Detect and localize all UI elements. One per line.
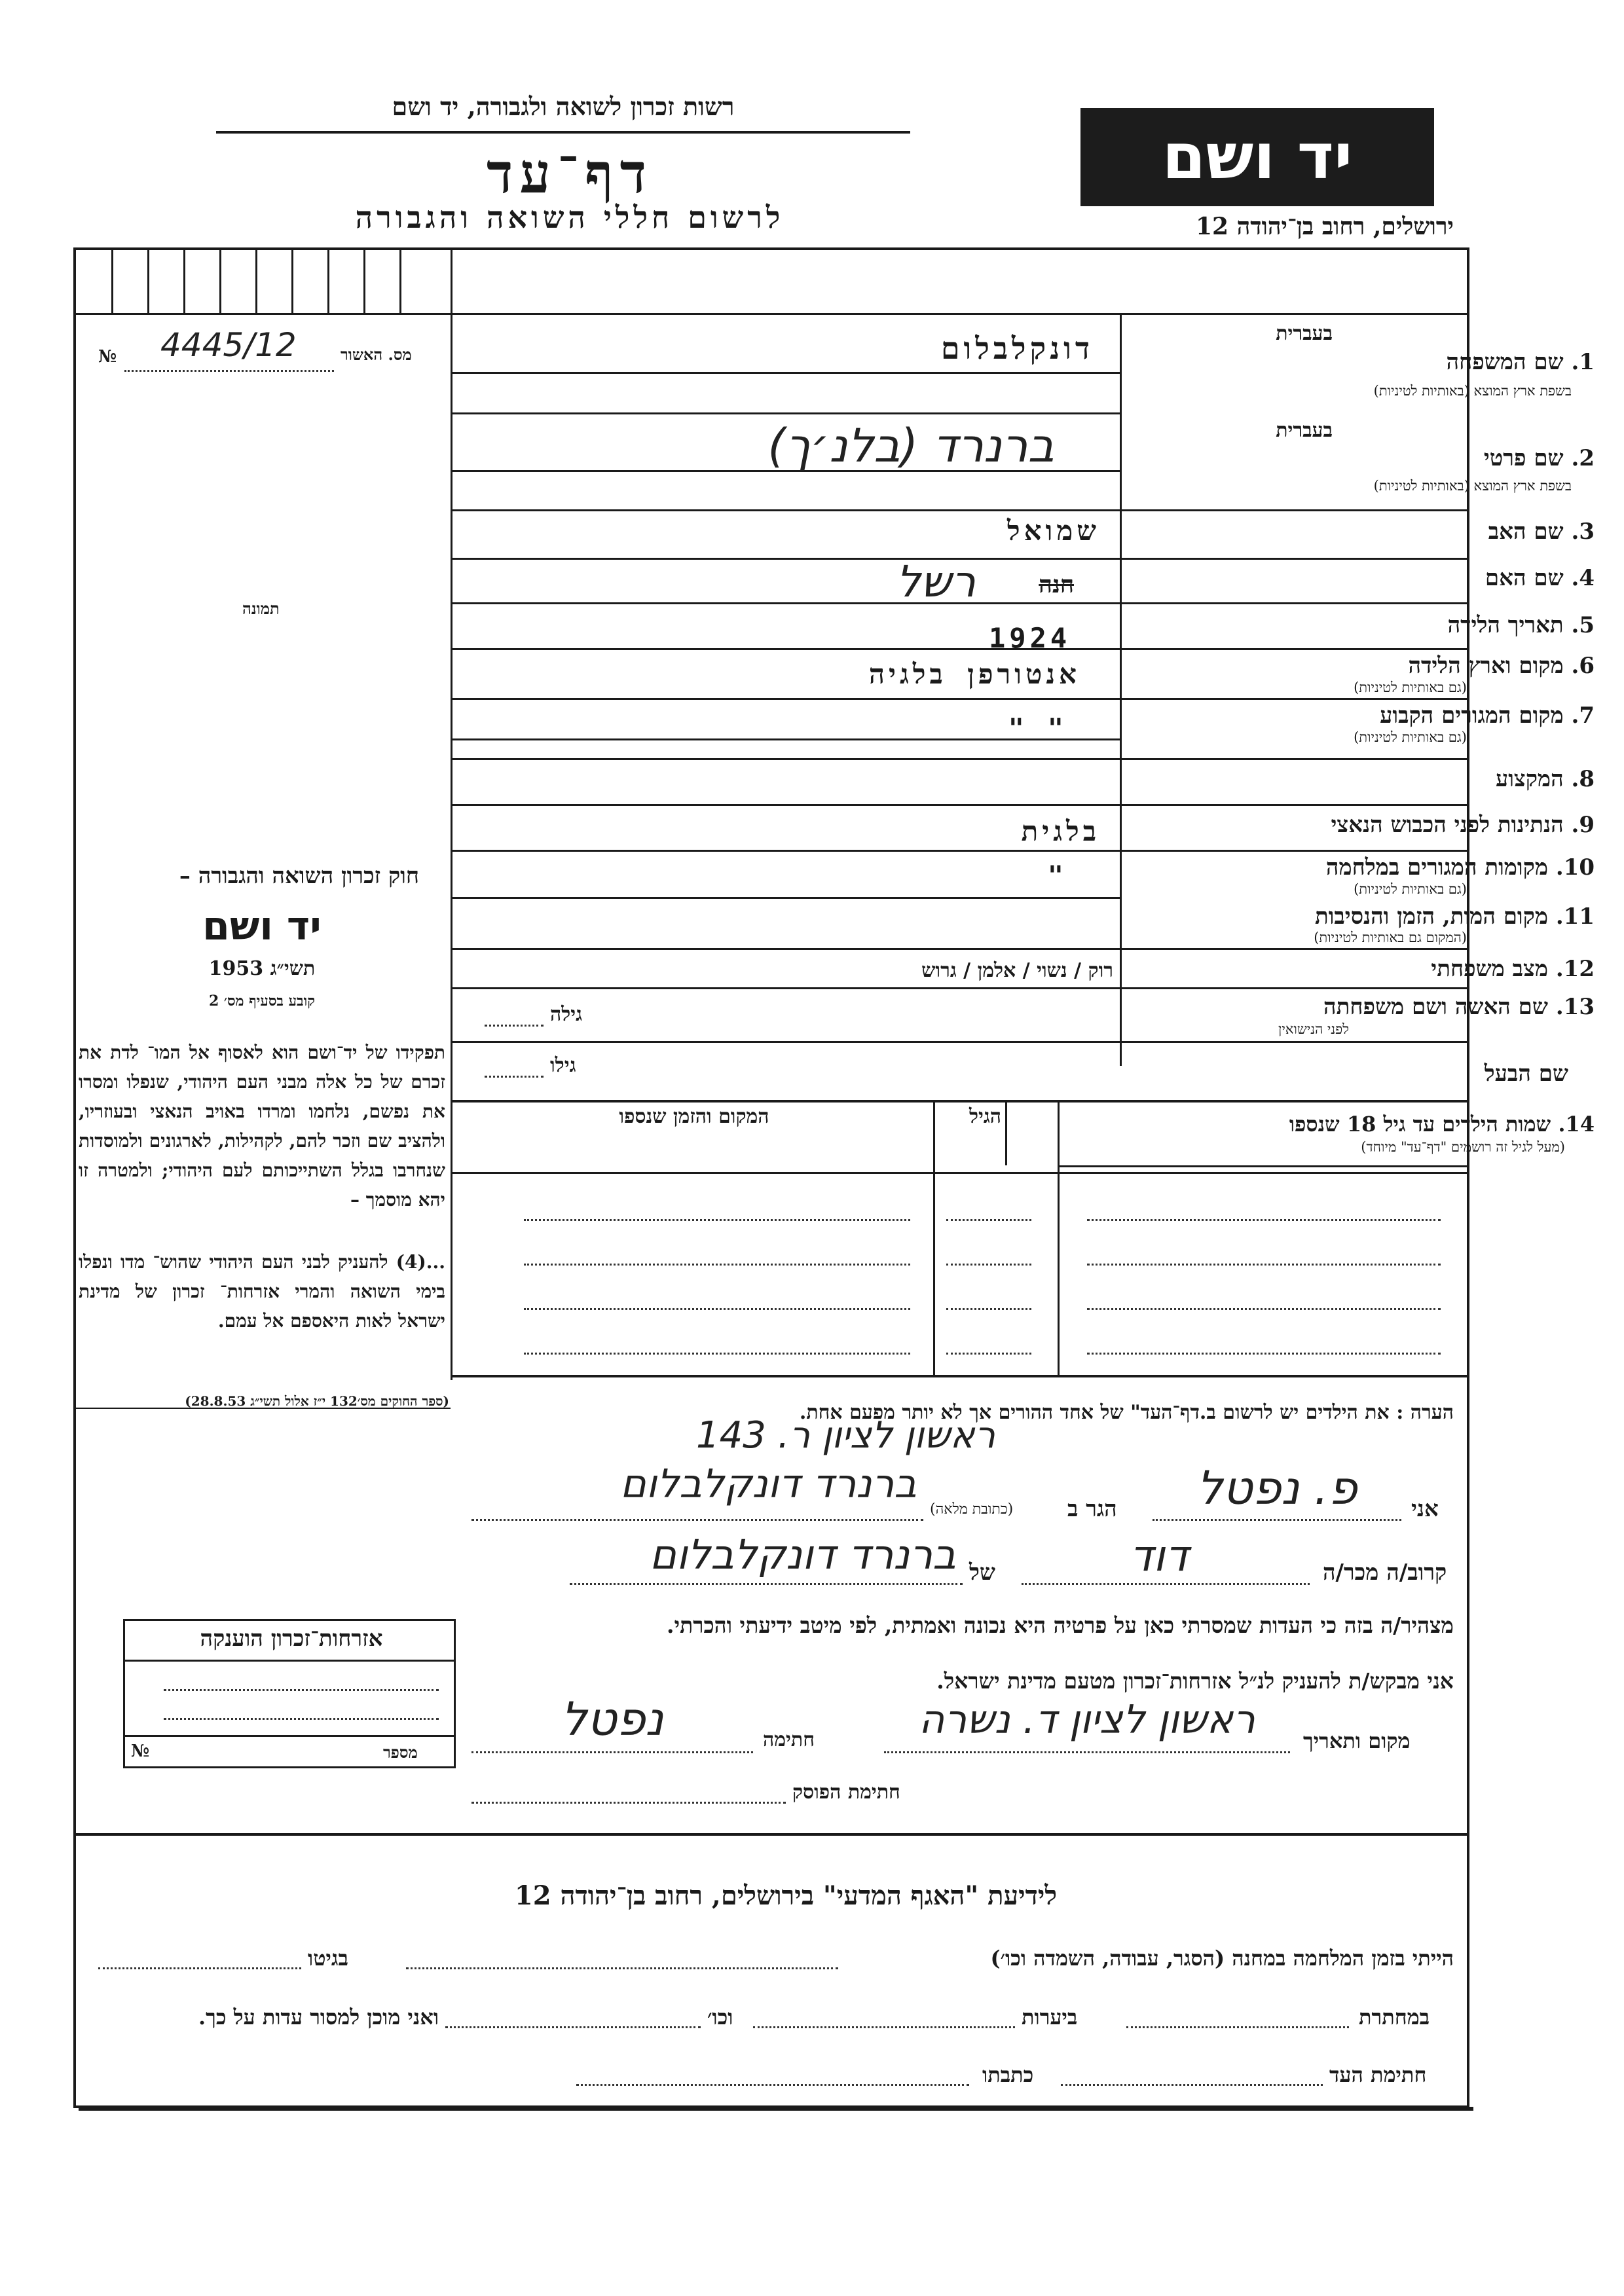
bottom-address: כתבתו <box>982 2062 1034 2087</box>
field1-lang: בעברית <box>1276 322 1333 345</box>
form-frame-shadow <box>79 2107 1473 2111</box>
bottom-willing: ואני מוכן למסור עדות על כך. <box>198 2005 439 2030</box>
field13-sub: לפני הנישואין <box>1278 1021 1349 1037</box>
family-name-value: דונקלבלום <box>940 331 1094 366</box>
field12-label: 12. מצב משפחתי <box>1431 956 1595 982</box>
field13-label: 13. שם האשה ושם משפחתה <box>1323 994 1595 1020</box>
field8-label: 8. המקצוע <box>1495 766 1595 792</box>
officer-signature-label: חתימת הפוסק <box>792 1781 900 1804</box>
signature-label: חתימה <box>763 1728 815 1751</box>
photo-label: תמונה <box>242 599 280 618</box>
header-rule <box>216 131 910 134</box>
gar-label: הגר ב <box>1067 1496 1117 1522</box>
statement: מצהיר/ה בזה כי העדות שמסרתי כאן על פרטיה היא נכונה ואמתית, לפי מיטב ידיעתי והכרתי. <box>667 1613 1454 1638</box>
birth-date-value: 1924 <box>989 622 1071 654</box>
page-subtitle: לרשום חללי השואה והגבורה <box>355 200 784 235</box>
place-date-label: מקום ותאריך <box>1303 1728 1411 1753</box>
field4-label: 4. שם האם <box>1485 565 1595 591</box>
field6-label: 6. מקום וארץ הלידה <box>1408 653 1595 679</box>
shel-label: של <box>969 1559 995 1586</box>
relation-hw: דוד <box>1129 1531 1189 1581</box>
field2-sub: בשפת ארץ המוצא (באותיות לטיניות) <box>1373 478 1572 494</box>
field11-sub: (המקום גם באותיות לטיניות) <box>1314 930 1467 945</box>
declarant-name-hw: פ. נפטל <box>1196 1461 1357 1515</box>
citizenship-number-label: מספר <box>383 1743 418 1762</box>
law-clause: קובע בסעיף מס׳ 2 <box>208 993 316 1010</box>
first-name-value: ברנרד (בלנ׳ך) <box>767 419 1054 473</box>
children-sub: (מעל לגיל זה רושמים "דף־עד" מיוחד) <box>1361 1139 1565 1155</box>
logo-text: יד ושם <box>1162 120 1353 193</box>
declarant-address-hw: ראשון לציון ר. 143 <box>695 1414 995 1457</box>
approval-number: 4445/12 <box>160 326 297 364</box>
residence-value: " " <box>1008 714 1067 744</box>
field10-sub: (גם באותיות לטיניות) <box>1354 881 1467 897</box>
nationality-value: בלגית <box>1021 815 1100 847</box>
husband-label: שם הבעל <box>1484 1061 1568 1087</box>
bottom-witness-signature: חתימת העד <box>1329 2062 1427 2087</box>
marital-status-value: רוק / נשוי / אלמן / גרוש <box>921 959 1113 982</box>
page-title: דף־עד <box>486 141 653 206</box>
mother-name-struck: חנה <box>1039 571 1074 598</box>
signature-hw: נפטל <box>561 1692 664 1746</box>
law-source: (ספר החוקים מס׳132 י״ז אלול תשי״ג 28.8.53) <box>185 1393 449 1409</box>
bottom-underground: במחתרת <box>1359 2005 1430 2030</box>
yad-vashem-logo <box>1080 108 1434 206</box>
law-name: יד ושם <box>202 903 322 949</box>
place-date-hw: ראשון לציון ד. נשרה <box>919 1697 1255 1743</box>
field2-label: 2. שם פרטי <box>1483 445 1595 471</box>
birth-place-value: אנטורפן בלגיה <box>868 658 1080 690</box>
ani-label: אני <box>1411 1496 1439 1522</box>
field5-label: 5. תאריך הלידה <box>1447 612 1595 638</box>
citizenship-box-title: אזרחות־זכרון הוענקה <box>200 1626 383 1652</box>
request: אני מבקש/ת להעניק לנ״ל אזרחות־זכרון מטעם מדינת ישראל. <box>936 1668 1454 1694</box>
husband-age-label: גילו <box>550 1054 576 1077</box>
full-address-label: (כתובת מלאה) <box>930 1501 1014 1518</box>
relative-label: קרוב/ה מכר/ה <box>1323 1559 1447 1586</box>
children-col-age: הגיל <box>969 1105 1002 1128</box>
field3-label: 3. שם האב <box>1488 519 1595 545</box>
bottom-ghetto: בגיטו <box>308 1946 348 1971</box>
wife-age-label: גילה <box>550 1003 583 1026</box>
children-label: 14. שמות הילדים עד גיל 18 שנספו <box>1289 1112 1595 1137</box>
mother-name-value: רשל <box>896 556 976 607</box>
law-paragraph-1: תפקידו של יד־ושם הוא לאסוף אל המו־ לדת את זכרם של כל אלה מבני העם היהודי, שנפלו ומסרו את נפשם, נלחמו ומרדו באויב הנאצי ובעוזריו, ולהציב שם וזכר להם, לקהילות, לארגונים ולמוסדות שנחרבו בגלל השתייכותם לעם היהודי; ולמטרה זו יהא מוסמך – <box>79 1042 445 1211</box>
bottom-camp: הייתי בזמן המלחמה במחנה (הסגר, עבודה, השמדה וכו׳) <box>990 1946 1454 1971</box>
field10-label: 10. מקומות המגורים במלחמה <box>1325 854 1595 881</box>
law-title: חוק זכרון השואה והגבורה – <box>179 863 419 889</box>
field11-label: 11. מקום המות, הזמן והנסיבות <box>1314 903 1595 930</box>
bottom-title: לידיעת "האגף המדעי" בירושלים, רחוב בן־יהודה 12 <box>514 1880 1058 1911</box>
address: ירושלים, רחוב בן־יהודה 12 <box>1195 213 1454 240</box>
law-paragraph-2: ...(4) להעניק לבני העם היהודי שהוש־ מדו ונפלו בימי השואה והמרי אזרחות־ זכרון של מדינת ישראל לאות היאספם אל עמם. <box>79 1251 445 1332</box>
citizenship-no-sign: № <box>131 1741 150 1761</box>
header-top-line: רשות זכרון לשואה ולגבורה, יד ושם <box>392 92 735 121</box>
declarant-full-address-hw: ברנרד דונקלבלום <box>619 1461 917 1507</box>
note: הערה : את הילדים יש לרשום ב.דף־העד" של אחד ההורים אך לא יותר מפעם אחת. <box>799 1401 1454 1424</box>
field9-label: 9. הנתינות לפני הכבוש הנאצי <box>1331 812 1595 838</box>
field2-lang: בעברית <box>1276 419 1333 442</box>
father-name-value: שמואל <box>1007 515 1100 547</box>
law-year: תשי״ג 1953 <box>208 957 316 980</box>
approval-label: מס. האשור <box>341 345 412 364</box>
relative-of-hw: ברנרד דונקלבלום <box>649 1531 956 1578</box>
approval-no-sign: № <box>98 347 117 367</box>
children-col-place: המקום והזמן שנספו <box>619 1105 769 1128</box>
bottom-etc: וכו׳ <box>707 2005 733 2030</box>
field6-sub: (גם באותיות לטיניות) <box>1354 680 1467 695</box>
bottom-forests: ביערות <box>1022 2005 1078 2030</box>
field1-sub: בשפת ארץ המוצא (באותיות לטיניות) <box>1373 383 1572 399</box>
field7-label: 7. מקום המגורים הקבוע <box>1380 702 1595 729</box>
field1-label: 1. שם המשפחה <box>1446 349 1595 375</box>
field7-sub: (גם באותיות לטיניות) <box>1354 729 1467 745</box>
wartime-residence-value: " <box>1047 861 1067 891</box>
